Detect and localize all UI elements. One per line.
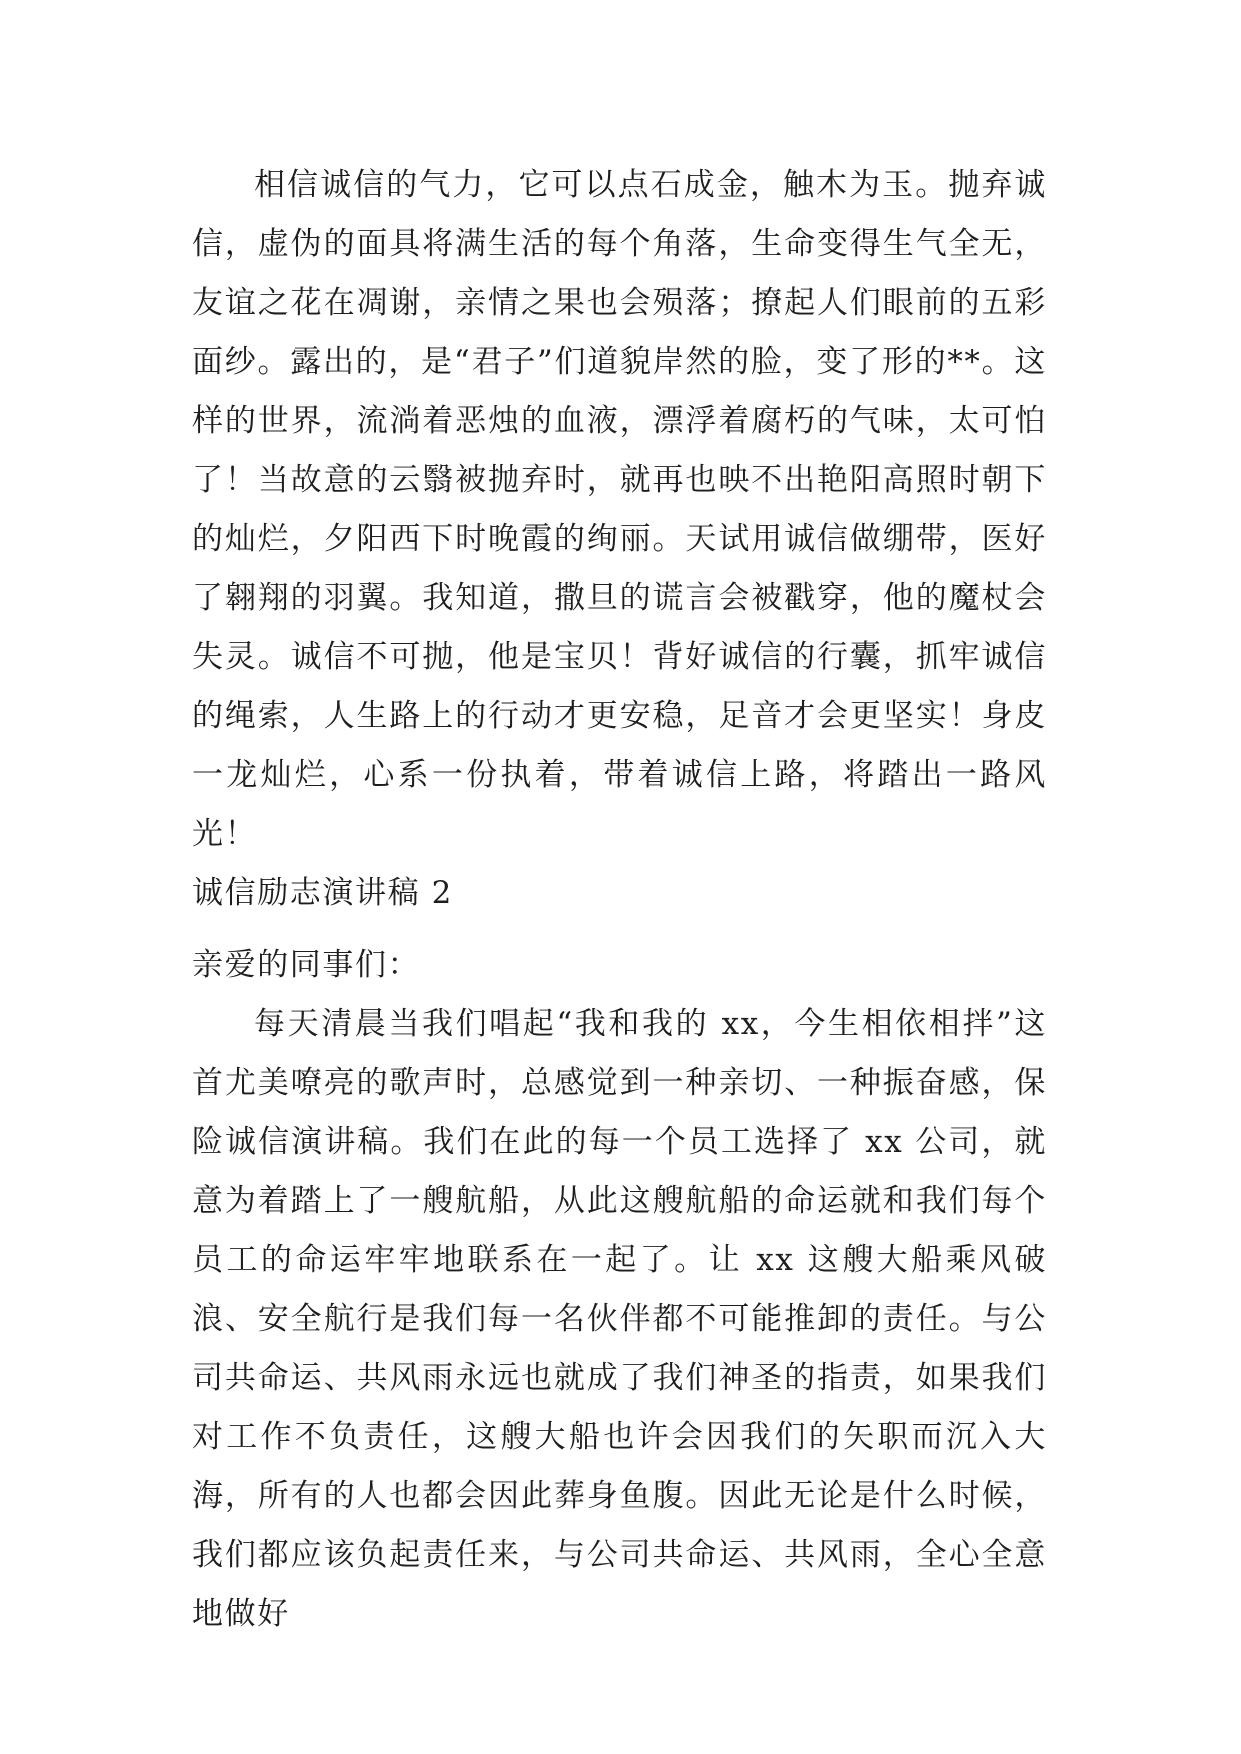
- body-paragraph: 每天清晨当我们唱起“我和我的 xx，今生相依相拌”这首尤美嘹亮的歌声时，总感觉到一种亲切、一种振奋感，保险诚信演讲稿。我们在此的每一个员工选择了 xx 公司，就意为着踏上了一艘航船，从此这艘航船的命运就和我们每个员工的命运牢牢地联系在一起了。让 xx 这艘大船乘风破浪、安全航行是我们每一名伙伴都不可能推卸的责任。与公司共命运、共风雨永远也就成了我们神圣的指责，如果我们对工作不负责任，这艘大船也许会因我们的矢职而沉入大海，所有的人也都会因此葬身鱼腹。因此无论是什么时候，我们都应该负起责任来，与公司共命运、共风雨，全心全意地做好: [192, 1006, 1047, 1632]
- section-title: 诚信励志演讲稿 2: [192, 875, 453, 911]
- text-block-top: [192, 156, 1047, 923]
- text-block-bottom: [192, 936, 1047, 1644]
- body-paragraph: 相信诚信的气力，它可以点石成金，触木为玉。抛弃诚信，虚伪的面具将满生活的每个角落，生命变得生气全无，友谊之花在凋谢，亲情之果也会殒落；撩起人们眼前的五彩面纱。露出的，是“君子”们道貌岸然的脸，变了形的**。这样的世界，流淌着恶烛的血液，漂浮着腐朽的气味，太可怕了！当故意的云翳被抛弃时，就再也映不出艳阳高照时朝下的灿烂，夕阳西下时晚霞的绚丽。天试用诚信做绷带，医好了翱翔的羽翼。我知道，撒旦的谎言会被戳穿，他的魔杖会失灵。诚信不可抛，他是宝贝！背好诚信的行囊，抓牢诚信的绳索，人生路上的行动才更安稳，足音才会更坚实！身皮一龙灿烂，心系一份执着，带着诚信上路，将踏出一路风光！: [192, 167, 1047, 852]
- salutation: 亲爱的同事们：: [192, 947, 421, 983]
